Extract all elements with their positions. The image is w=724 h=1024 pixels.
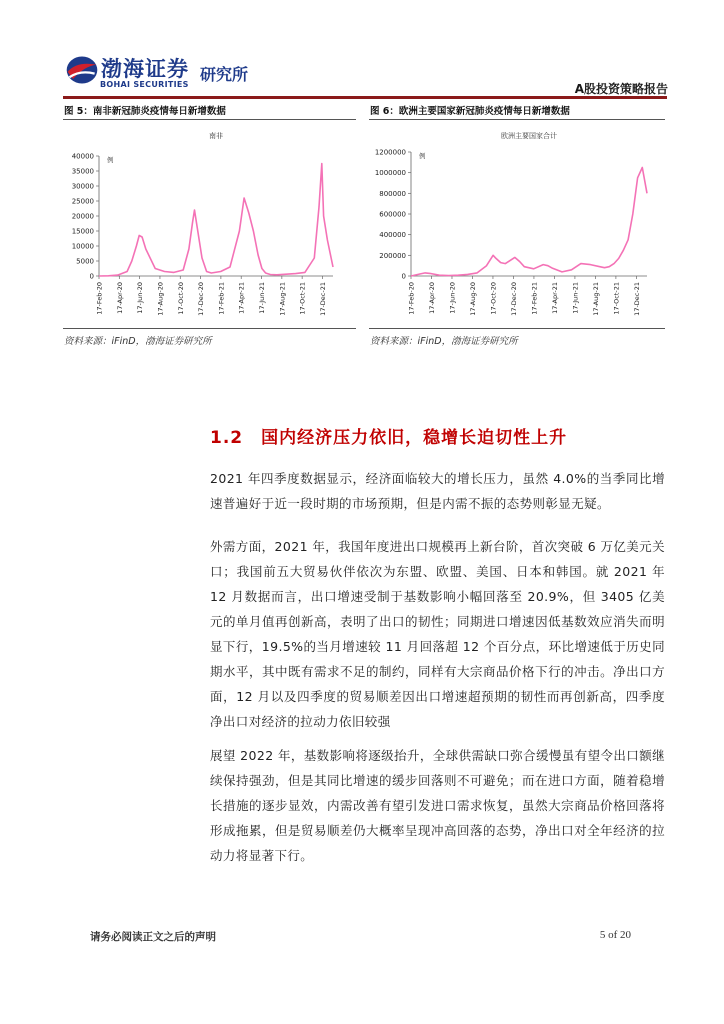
figure-6-bottom-rule xyxy=(369,328,665,329)
y-tick-label: 5000 xyxy=(76,257,94,266)
x-tick-label: 17-Oct-20 xyxy=(489,282,498,315)
y-unit-label: 例 xyxy=(419,152,426,160)
x-tick-label: 17-Aug-21 xyxy=(591,282,600,316)
series-line xyxy=(411,168,647,277)
figure-6-top-rule xyxy=(369,119,665,120)
chart-title: 南非 xyxy=(209,132,223,140)
figure-6-caption: 图 6：欧洲主要国家新冠肺炎疫情每日新增数据 xyxy=(370,106,570,117)
page-number: 5 of 20 xyxy=(599,929,631,941)
section-number: 1.2 xyxy=(210,428,244,448)
y-tick-label: 1000000 xyxy=(374,169,406,178)
x-tick-label: 17-Aug-21 xyxy=(278,282,287,316)
x-tick-label: 17-Oct-21 xyxy=(298,282,307,315)
series-line xyxy=(99,164,333,277)
logo-cn: 渤海证券 xyxy=(101,57,189,81)
y-tick-label: 200000 xyxy=(379,251,406,260)
y-tick-label: 25000 xyxy=(71,197,94,206)
paragraph-1: 2021 年四季度数据显示，经济面临较大的增长压力，虽然 4.0%的当季同比增速普遍好于近一段时期的市场预期，但是内需不振的态势则彰显无疑。 xyxy=(210,471,665,511)
logo-en: BOHAI SECURITIES xyxy=(100,80,189,89)
header-rule xyxy=(63,96,667,99)
x-tick-label: 17-Dec-21 xyxy=(318,282,327,316)
y-unit-label: 例 xyxy=(107,156,114,164)
bohai-logo-icon xyxy=(64,52,100,88)
section-title: 国内经济压力依旧，稳增长迫切性上升 xyxy=(261,428,568,448)
paragraph-3: 展望 2022 年，基数影响将逐级抬升，全球供需缺口弥合缓慢虽有望令出口额继续保持强劲，但是其同比增速的缓步回落则不可避免；而在进口方面，随着稳增长措施的逐步显效，内需改善有望引发进口需求恢复，虽然大宗商品价格回落将形成拖累，但是贸易顺差仍大概率呈现冲高回落的态势，净出口对全年经济的拉动力将显著下行。 xyxy=(210,748,665,863)
x-tick-label: 17-Aug-20 xyxy=(468,282,477,316)
footer-disclaimer: 请务必阅读正文之后的声明 xyxy=(90,931,216,943)
document-type: A股投资策略报告 xyxy=(574,82,668,96)
paragraph-2: 外需方面，2021 年，我国年度进出口规模再上新台阶，首次突破 6 万亿美元关口；我国前五大贸易伙伴依次为东盟、欧盟、美国、日本和韩国。就 2021 年 12 月数据而言，出口增速受制于基数影响小幅回落至 20.9%，但 3405 亿美元的单月值再创新高，表明了出口的韧性；同期进口增速因低基数效应消失而明显下行，19.5%的当月增速较 11 月回落超 12 个百分点，环比增速低于历史同期水平，其中既有需求不足的制约，同样有大宗商品价格下行的冲击。净出口方面，12 月以及四季度的贸易顺差因出口增速超预期的韧性而再创新高，四季度净出口对经济的拉动力依旧较强 xyxy=(210,539,665,729)
y-tick-label: 15000 xyxy=(71,227,94,236)
y-tick-label: 400000 xyxy=(379,231,406,240)
y-tick-label: 0 xyxy=(89,272,94,281)
x-tick-label: 17-Apr-20 xyxy=(115,282,124,314)
institute-name: 研究所 xyxy=(200,65,249,84)
south-africa-chart xyxy=(63,124,356,324)
y-tick-label: 800000 xyxy=(379,189,406,198)
x-tick-label: 17-Feb-20 xyxy=(95,282,104,315)
figure-5-caption: 图 5：南非新冠肺炎疫情每日新增数据 xyxy=(64,106,226,117)
x-tick-label: 17-Feb-20 xyxy=(407,282,416,315)
x-tick-label: 17-Oct-21 xyxy=(612,282,621,315)
y-tick-label: 600000 xyxy=(379,210,406,219)
figure-5-source: 资料来源：iFinD，渤海证券研究所 xyxy=(64,336,212,347)
x-tick-label: 17-Jun-20 xyxy=(136,282,145,314)
x-tick-label: 17-Jun-21 xyxy=(571,282,580,314)
x-tick-label: 17-Jun-21 xyxy=(258,282,267,314)
y-tick-label: 1200000 xyxy=(374,148,406,157)
figure-5-top-rule xyxy=(63,119,356,120)
x-tick-label: 17-Apr-21 xyxy=(550,282,559,314)
x-tick-label: 17-Apr-21 xyxy=(237,282,246,314)
y-tick-label: 35000 xyxy=(71,167,94,176)
x-tick-label: 17-Dec-21 xyxy=(632,282,641,316)
x-tick-label: 17-Apr-20 xyxy=(427,282,436,314)
y-tick-label: 0 xyxy=(401,272,406,281)
x-tick-label: 17-Dec-20 xyxy=(509,282,518,316)
y-tick-label: 10000 xyxy=(71,242,94,251)
section-heading xyxy=(210,423,567,448)
x-tick-label: 17-Aug-20 xyxy=(156,282,165,316)
x-tick-label: 17-Feb-21 xyxy=(217,282,226,315)
chart-title: 欧洲主要国家合计 xyxy=(501,132,557,140)
y-tick-label: 30000 xyxy=(71,182,94,191)
x-tick-label: 17-Oct-20 xyxy=(176,282,185,315)
x-tick-label: 17-Jun-20 xyxy=(448,282,457,314)
europe-chart xyxy=(369,124,665,324)
figure-6-source: 资料来源：iFinD，渤海证券研究所 xyxy=(370,336,518,347)
y-tick-label: 40000 xyxy=(71,152,94,161)
figure-5-bottom-rule xyxy=(63,328,356,329)
y-tick-label: 20000 xyxy=(71,212,94,221)
x-tick-label: 17-Dec-20 xyxy=(197,282,206,316)
x-tick-label: 17-Feb-21 xyxy=(530,282,539,315)
